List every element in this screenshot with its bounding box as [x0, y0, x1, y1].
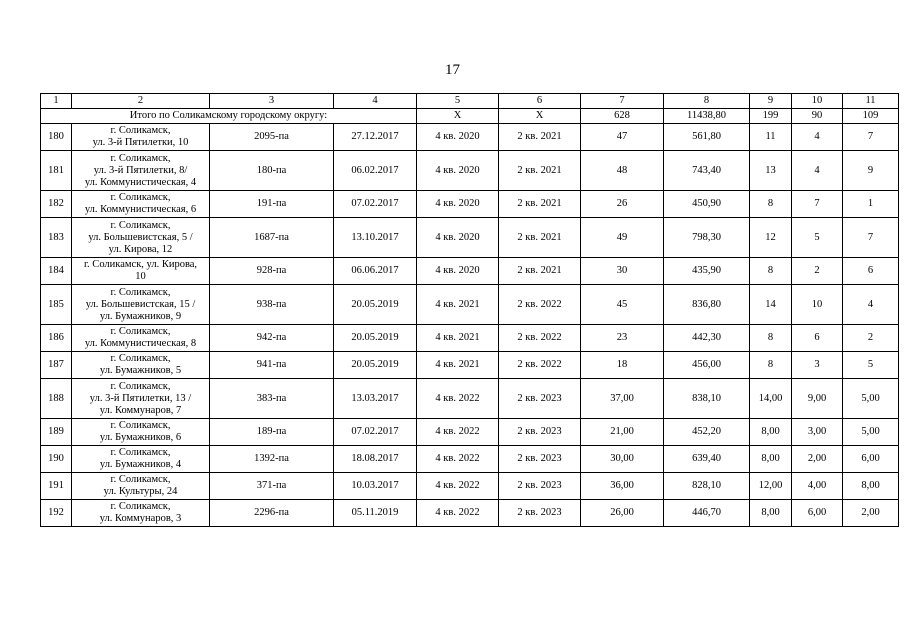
row-number-cell: 182	[41, 191, 72, 218]
table-row	[41, 124, 899, 151]
value-col8-cell: 639,40	[664, 446, 750, 473]
row-number-cell: 183	[41, 218, 72, 258]
end-period-cell: 2 кв. 2021	[499, 218, 581, 258]
value-col8-cell: 561,80	[664, 124, 750, 151]
register-table	[40, 93, 899, 527]
value-col9-cell: 8	[750, 191, 792, 218]
address-cell: г. Соликамск, ул. 3-й Пятилетки, 8/ ул. Коммунистическая, 4	[72, 151, 210, 191]
value-col11-cell: 5,00	[843, 379, 899, 419]
end-period-cell: 2 кв. 2021	[499, 151, 581, 191]
total-cell: 90	[792, 109, 843, 124]
start-period-cell: 4 кв. 2021	[417, 285, 499, 325]
table-row	[41, 446, 899, 473]
column-number: 10	[792, 94, 843, 109]
address-cell: г. Соликамск, ул. Культуры, 24	[72, 473, 210, 500]
value-col10-cell: 4	[792, 151, 843, 191]
table-row	[41, 379, 899, 419]
value-col10-cell: 10	[792, 285, 843, 325]
value-col11-cell: 6	[843, 258, 899, 285]
value-col8-cell: 838,10	[664, 379, 750, 419]
column-number: 3	[210, 94, 334, 109]
decree-number-cell: 2296-па	[210, 500, 334, 527]
decree-date-cell: 27.12.2017	[334, 124, 417, 151]
column-number: 4	[334, 94, 417, 109]
table-row	[41, 191, 899, 218]
start-period-cell: 4 кв. 2020	[417, 258, 499, 285]
start-period-cell: 4 кв. 2021	[417, 325, 499, 352]
table-row	[41, 218, 899, 258]
row-number-cell: 189	[41, 419, 72, 446]
decree-date-cell: 20.05.2019	[334, 325, 417, 352]
row-number-cell: 187	[41, 352, 72, 379]
table-row	[41, 419, 899, 446]
value-col9-cell: 14	[750, 285, 792, 325]
value-col7-cell: 45	[581, 285, 664, 325]
row-number-cell: 180	[41, 124, 72, 151]
address-cell: г. Соликамск, ул. Бумажников, 5	[72, 352, 210, 379]
decree-number-cell: 941-па	[210, 352, 334, 379]
decree-date-cell: 18.08.2017	[334, 446, 417, 473]
value-col11-cell: 8,00	[843, 473, 899, 500]
value-col11-cell: 5	[843, 352, 899, 379]
address-cell: г. Соликамск, ул. Коммунаров, 3	[72, 500, 210, 527]
page-number: 17	[445, 62, 460, 78]
address-cell: г. Соликамск, ул. Кирова, 10	[72, 258, 210, 285]
value-col7-cell: 26	[581, 191, 664, 218]
decree-date-cell: 13.03.2017	[334, 379, 417, 419]
start-period-cell: 4 кв. 2020	[417, 124, 499, 151]
decree-number-cell: 938-па	[210, 285, 334, 325]
decree-date-cell: 06.06.2017	[334, 258, 417, 285]
value-col10-cell: 4	[792, 124, 843, 151]
value-col9-cell: 8,00	[750, 446, 792, 473]
value-col9-cell: 8	[750, 325, 792, 352]
column-number: 2	[72, 94, 210, 109]
end-period-cell: 2 кв. 2022	[499, 285, 581, 325]
row-number-cell: 190	[41, 446, 72, 473]
value-col11-cell: 2	[843, 325, 899, 352]
value-col7-cell: 30,00	[581, 446, 664, 473]
value-col10-cell: 6,00	[792, 500, 843, 527]
decree-date-cell: 20.05.2019	[334, 285, 417, 325]
value-col8-cell: 442,30	[664, 325, 750, 352]
address-cell: г. Соликамск, ул. 3-й Пятилетки, 10	[72, 124, 210, 151]
row-number-cell: 186	[41, 325, 72, 352]
end-period-cell: 2 кв. 2021	[499, 191, 581, 218]
decree-date-cell: 20.05.2019	[334, 352, 417, 379]
column-number: 8	[664, 94, 750, 109]
value-col10-cell: 2,00	[792, 446, 843, 473]
decree-number-cell: 1392-па	[210, 446, 334, 473]
value-col9-cell: 8,00	[750, 500, 792, 527]
value-col7-cell: 21,00	[581, 419, 664, 446]
value-col8-cell: 450,90	[664, 191, 750, 218]
table-row	[41, 352, 899, 379]
column-number: 11	[843, 94, 899, 109]
total-cell: 628	[581, 109, 664, 124]
decree-number-cell: 928-па	[210, 258, 334, 285]
value-col9-cell: 8	[750, 352, 792, 379]
table-row	[41, 151, 899, 191]
table-row	[41, 285, 899, 325]
value-col9-cell: 12,00	[750, 473, 792, 500]
value-col11-cell: 7	[843, 124, 899, 151]
value-col11-cell: 5,00	[843, 419, 899, 446]
end-period-cell: 2 кв. 2023	[499, 379, 581, 419]
decree-number-cell: 383-па	[210, 379, 334, 419]
value-col11-cell: 9	[843, 151, 899, 191]
value-col10-cell: 9,00	[792, 379, 843, 419]
decree-number-cell: 371-па	[210, 473, 334, 500]
table-row	[41, 500, 899, 527]
address-cell: г. Соликамск, ул. Коммунистическая, 8	[72, 325, 210, 352]
row-number-cell: 184	[41, 258, 72, 285]
decree-date-cell: 10.03.2017	[334, 473, 417, 500]
decree-date-cell: 13.10.2017	[334, 218, 417, 258]
value-col7-cell: 36,00	[581, 473, 664, 500]
value-col11-cell: 7	[843, 218, 899, 258]
value-col10-cell: 3,00	[792, 419, 843, 446]
value-col8-cell: 836,80	[664, 285, 750, 325]
total-cell: 11438,80	[664, 109, 750, 124]
start-period-cell: 4 кв. 2020	[417, 218, 499, 258]
decree-number-cell: 191-па	[210, 191, 334, 218]
end-period-cell: 2 кв. 2023	[499, 500, 581, 527]
address-cell: г. Соликамск, ул. Большевистская, 15 / ул. Бумажников, 9	[72, 285, 210, 325]
value-col10-cell: 3	[792, 352, 843, 379]
value-col9-cell: 13	[750, 151, 792, 191]
start-period-cell: 4 кв. 2021	[417, 352, 499, 379]
row-number-cell: 188	[41, 379, 72, 419]
value-col8-cell: 456,00	[664, 352, 750, 379]
address-cell: г. Соликамск, ул. Большевистская, 5 / ул. Кирова, 12	[72, 218, 210, 258]
value-col7-cell: 37,00	[581, 379, 664, 419]
end-period-cell: 2 кв. 2021	[499, 258, 581, 285]
value-col9-cell: 12	[750, 218, 792, 258]
decree-number-cell: 942-па	[210, 325, 334, 352]
decree-number-cell: 1687-па	[210, 218, 334, 258]
value-col8-cell: 452,20	[664, 419, 750, 446]
value-col10-cell: 6	[792, 325, 843, 352]
row-number-cell: 181	[41, 151, 72, 191]
value-col11-cell: 4	[843, 285, 899, 325]
value-col7-cell: 23	[581, 325, 664, 352]
value-col8-cell: 446,70	[664, 500, 750, 527]
table-row	[41, 325, 899, 352]
value-col11-cell: 1	[843, 191, 899, 218]
value-col10-cell: 5	[792, 218, 843, 258]
start-period-cell: 4 кв. 2022	[417, 473, 499, 500]
total-cell: Х	[499, 109, 581, 124]
value-col9-cell: 8,00	[750, 419, 792, 446]
column-number: 7	[581, 94, 664, 109]
column-number-row	[41, 94, 899, 109]
value-col9-cell: 8	[750, 258, 792, 285]
value-col10-cell: 7	[792, 191, 843, 218]
end-period-cell: 2 кв. 2022	[499, 325, 581, 352]
value-col7-cell: 30	[581, 258, 664, 285]
value-col8-cell: 743,40	[664, 151, 750, 191]
decree-number-cell: 189-па	[210, 419, 334, 446]
decree-date-cell: 07.02.2017	[334, 419, 417, 446]
decree-date-cell: 06.02.2017	[334, 151, 417, 191]
address-cell: г. Соликамск, ул. Коммунистическая, 6	[72, 191, 210, 218]
address-cell: г. Соликамск, ул. Бумажников, 6	[72, 419, 210, 446]
end-period-cell: 2 кв. 2021	[499, 124, 581, 151]
end-period-cell: 2 кв. 2022	[499, 352, 581, 379]
value-col7-cell: 48	[581, 151, 664, 191]
value-col8-cell: 798,30	[664, 218, 750, 258]
value-col9-cell: 14,00	[750, 379, 792, 419]
row-number-cell: 191	[41, 473, 72, 500]
column-number: 5	[417, 94, 499, 109]
total-cell: 199	[750, 109, 792, 124]
row-number-cell: 185	[41, 285, 72, 325]
value-col7-cell: 49	[581, 218, 664, 258]
value-col10-cell: 2	[792, 258, 843, 285]
column-number: 9	[750, 94, 792, 109]
start-period-cell: 4 кв. 2022	[417, 419, 499, 446]
start-period-cell: 4 кв. 2022	[417, 446, 499, 473]
decree-number-cell: 2095-па	[210, 124, 334, 151]
total-label: Итого по Соликамскому городскому округу:	[41, 109, 417, 124]
value-col7-cell: 18	[581, 352, 664, 379]
decree-date-cell: 05.11.2019	[334, 500, 417, 527]
value-col11-cell: 6,00	[843, 446, 899, 473]
column-number: 1	[41, 94, 72, 109]
value-col11-cell: 2,00	[843, 500, 899, 527]
end-period-cell: 2 кв. 2023	[499, 446, 581, 473]
decree-number-cell: 180-па	[210, 151, 334, 191]
start-period-cell: 4 кв. 2022	[417, 379, 499, 419]
start-period-cell: 4 кв. 2020	[417, 191, 499, 218]
value-col7-cell: 47	[581, 124, 664, 151]
value-col8-cell: 828,10	[664, 473, 750, 500]
column-number: 6	[499, 94, 581, 109]
value-col8-cell: 435,90	[664, 258, 750, 285]
value-col7-cell: 26,00	[581, 500, 664, 527]
address-cell: г. Соликамск, ул. 3-й Пятилетки, 13 / ул. Коммунаров, 7	[72, 379, 210, 419]
row-number-cell: 192	[41, 500, 72, 527]
total-row	[41, 109, 899, 124]
start-period-cell: 4 кв. 2020	[417, 151, 499, 191]
table-row	[41, 473, 899, 500]
value-col10-cell: 4,00	[792, 473, 843, 500]
decree-date-cell: 07.02.2017	[334, 191, 417, 218]
end-period-cell: 2 кв. 2023	[499, 473, 581, 500]
address-cell: г. Соликамск, ул. Бумажников, 4	[72, 446, 210, 473]
end-period-cell: 2 кв. 2023	[499, 419, 581, 446]
start-period-cell: 4 кв. 2022	[417, 500, 499, 527]
value-col9-cell: 11	[750, 124, 792, 151]
total-cell: Х	[417, 109, 499, 124]
table-row	[41, 258, 899, 285]
total-cell: 109	[843, 109, 899, 124]
